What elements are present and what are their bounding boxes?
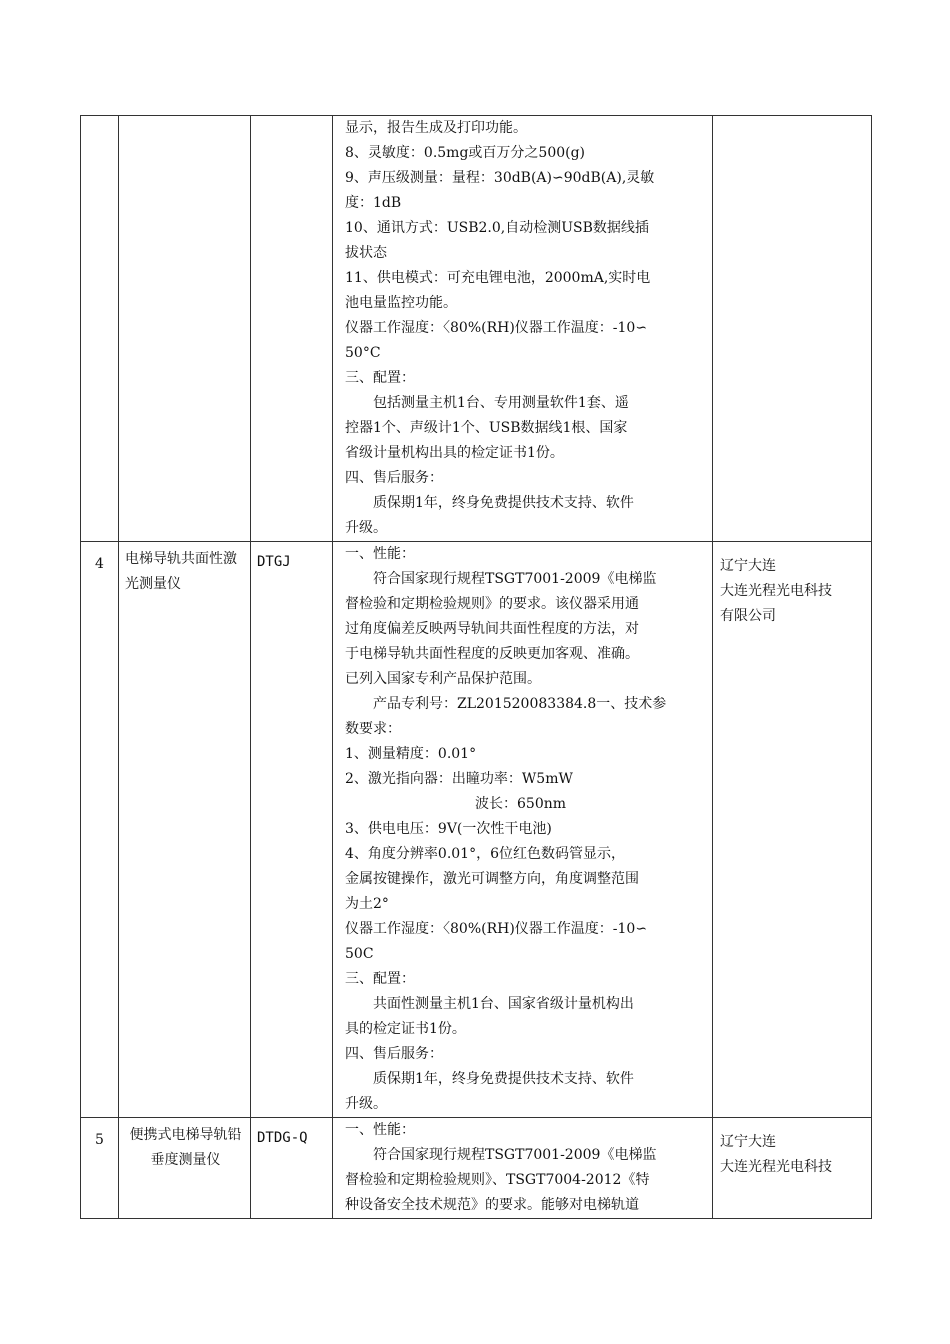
spec-line: 11、供电模式：可充电锂电池，2000mA,实时电 — [345, 270, 651, 286]
cell-name: 电梯导轨共面性激光测量仪 — [119, 542, 251, 1118]
spec-line: 四、售后服务： — [345, 470, 443, 486]
cell-spec — [333, 1118, 713, 1219]
spec-line: 仪器工作湿度：〈80%(RH)仪器工作温度：-10∽ — [345, 921, 648, 937]
spec-line: 8、灵敏度：0.5mg或百万分之500(g) — [345, 145, 586, 161]
spec-line: 10、通讯方式：USB2.0,自动检测USB数据线插 — [345, 220, 649, 236]
cell-no — [81, 116, 119, 542]
spec-line: 波长：650nm — [475, 796, 567, 812]
spec-line: 拔状态 — [345, 245, 387, 261]
spec-line: 为土2° — [345, 896, 389, 912]
cell-model — [251, 116, 333, 542]
spec-line: 符合国家现行规程TSGT7001-2009《电梯监 — [373, 571, 657, 587]
manufacturer-line: 辽宁大连 — [720, 558, 776, 574]
cell-manufacturer — [713, 542, 872, 1118]
spec-line: 4、角度分辨率0.01°，6位红色数码管显示， — [345, 846, 625, 862]
spec-line: 三、配置： — [345, 370, 415, 386]
cell-model: DTDG-Q — [251, 1118, 333, 1219]
spec-line: 控器1个、声级计1个、USB数据线1根、国家 — [345, 420, 628, 436]
cell-manufacturer — [713, 116, 872, 542]
spec-line: 质保期1年，终身免费提供技术支持、软件 — [373, 1071, 634, 1087]
spec-line: 一、性能： — [345, 546, 415, 562]
spec-line: 50C — [345, 946, 374, 962]
spec-line: 金属按键操作，激光可调整方向，角度调整范围 — [345, 871, 639, 887]
spec-line: 数要求： — [345, 721, 401, 737]
table-row-5 — [81, 1118, 872, 1219]
spec-line: 升级。 — [345, 1096, 387, 1112]
spec-line: 1、测量精度：0.01° — [345, 746, 477, 762]
cell-name: 便携式电梯导轨铅垂度测量仪 — [119, 1118, 251, 1219]
spec-line: 包括测量主机1台、专用测量软件1套、遥 — [373, 395, 629, 411]
spec-line: 于电梯导轨共面性程度的反映更加客观、准确。 — [345, 646, 639, 662]
spec-line: 四、售后服务： — [345, 1046, 443, 1062]
cell-spec-continued — [333, 116, 713, 542]
cell-no: 4 — [81, 542, 119, 1118]
manufacturer-line: 辽宁大连 — [720, 1134, 776, 1150]
spec-line: 9、声压级测量：量程：30dB(A)∽90dB(A),灵敏 — [345, 170, 655, 186]
cell-spec — [333, 542, 713, 1118]
manufacturer-line: 大连光程光电科技 — [720, 1159, 832, 1175]
spec-line: 仪器工作湿度：〈80%(RH)仪器工作温度：-10∽ — [345, 320, 648, 336]
table-row-continued — [81, 116, 872, 542]
spec-line: 三、配置： — [345, 971, 415, 987]
spec-line: 50°C — [345, 345, 381, 361]
cell-no: 5 — [81, 1118, 119, 1219]
equipment-spec-table — [80, 115, 872, 1219]
manufacturer-line: 有限公司 — [720, 608, 776, 624]
table-row-4 — [81, 542, 872, 1118]
spec-line: 质保期1年，终身免费提供技术支持、软件 — [373, 495, 634, 511]
spec-line: 督检验和定期检验规则》的要求。该仪器采用通 — [345, 596, 639, 612]
spec-line: 具的检定证书1份。 — [345, 1021, 466, 1037]
cell-model: DTGJ — [251, 542, 333, 1118]
cell-name — [119, 116, 251, 542]
spec-line: 一、性能： — [345, 1122, 415, 1138]
cell-manufacturer — [713, 1118, 872, 1219]
spec-line: 省级计量机构出具的检定证书1份。 — [345, 445, 564, 461]
spec-line: 共面性测量主机1台、国家省级计量机构出 — [373, 996, 634, 1012]
spec-line: 显示，报告生成及打印功能。 — [345, 120, 527, 136]
manufacturer-line: 大连光程光电科技 — [720, 583, 832, 599]
spec-line: 种设备安全技术规范》的要求。能够对电梯轨道 — [345, 1197, 639, 1213]
spec-line: 符合国家现行规程TSGT7001-2009《电梯监 — [373, 1147, 657, 1163]
spec-line: 过角度偏差反映两导轨间共面性程度的方法，对 — [345, 621, 639, 637]
spec-line: 产品专利号：ZL201520083384.8一、技术参 — [373, 696, 667, 712]
spec-line: 2、激光指向器：出瞳功率：W5mW — [345, 771, 573, 787]
spec-line: 已列入国家专利产品保护范围。 — [345, 671, 541, 687]
spec-line: 3、供电电压：9V(一次性干电池) — [345, 821, 552, 837]
spec-line: 池电量监控功能。 — [345, 295, 457, 311]
spec-line: 升级。 — [345, 520, 387, 536]
spec-line: 度：1dB — [345, 195, 402, 211]
spec-line: 督检验和定期检验规则》、TSGT7004-2012《特 — [345, 1172, 650, 1188]
